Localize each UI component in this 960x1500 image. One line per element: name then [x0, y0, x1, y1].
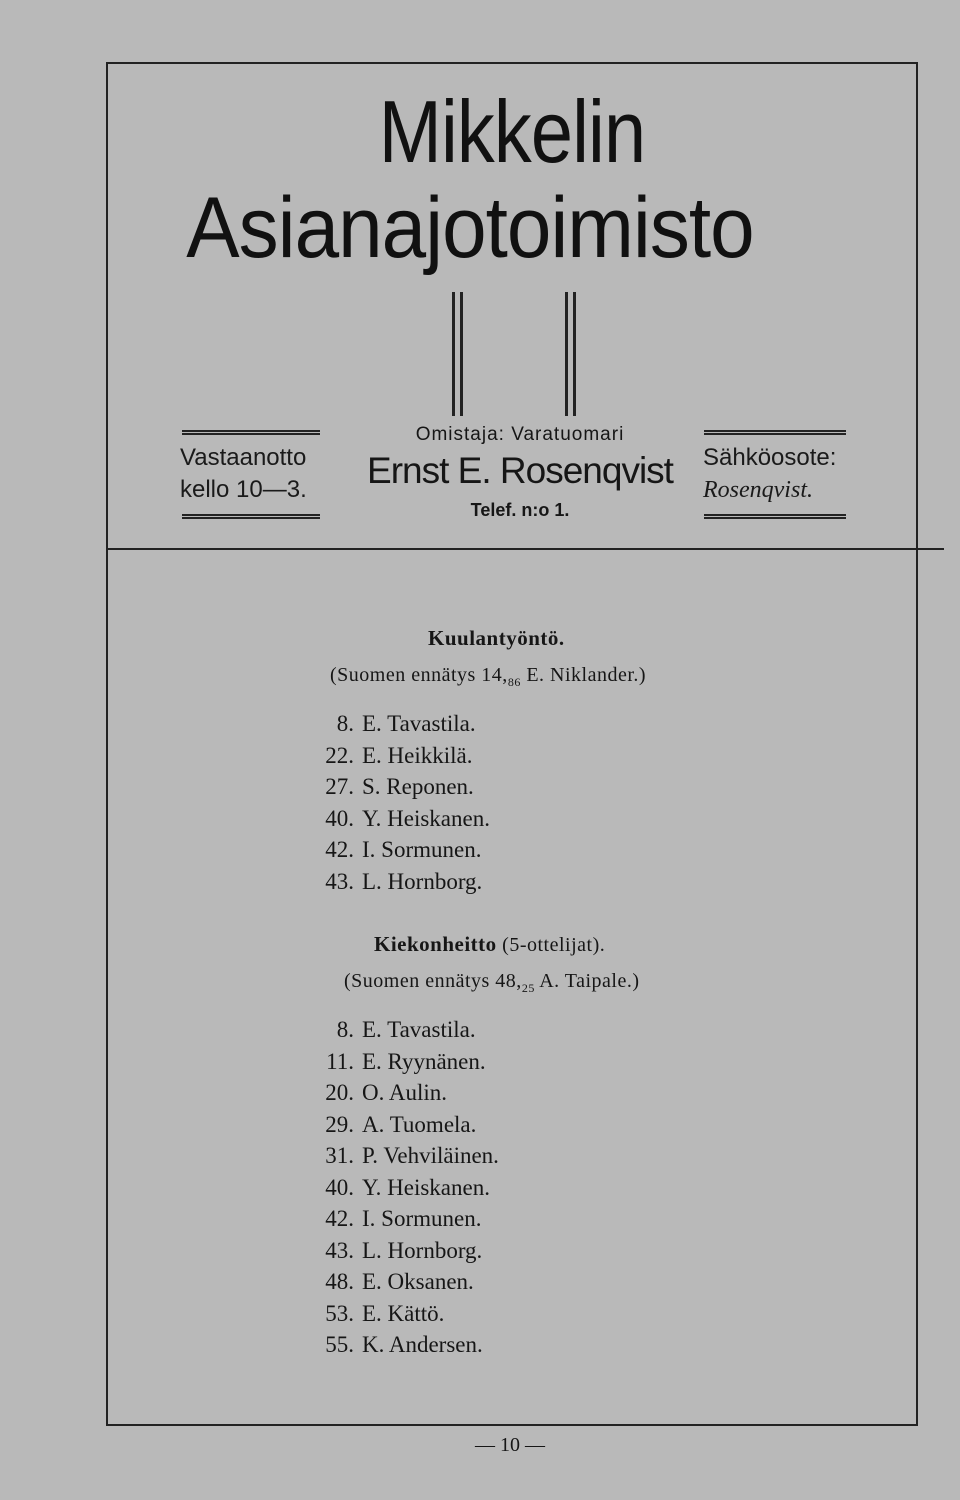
office-hours-box	[180, 442, 307, 506]
owner-label: Omistaja: Varatuomari	[415, 424, 625, 445]
result-row	[300, 803, 490, 835]
result-row	[300, 1109, 499, 1141]
result-number: 42.	[325, 1206, 354, 1231]
decorative-pillar	[573, 292, 576, 416]
result-row	[300, 1046, 499, 1078]
result-row	[300, 1014, 499, 1046]
result-name: E. Oksanen.	[362, 1269, 474, 1294]
discus-record	[344, 970, 640, 996]
phone-number: Telef. n:o 1.	[470, 500, 570, 520]
result-number: 31.	[325, 1143, 354, 1168]
page-frame-right	[916, 550, 918, 1426]
result-row	[300, 1077, 499, 1109]
result-number: 42.	[325, 837, 354, 862]
result-name: I. Sormunen.	[362, 1206, 482, 1231]
result-row	[300, 834, 490, 866]
result-name: Y. Heiskanen.	[362, 805, 490, 831]
office-hours-time: kello 10—3.	[180, 476, 307, 503]
result-number: 20.	[325, 1080, 354, 1105]
result-name: L. Hornborg.	[362, 868, 483, 894]
result-name: E. Kättö.	[362, 1300, 445, 1326]
result-number: 53.	[325, 1300, 354, 1326]
shot-put-record-holder: E. Niklander.)	[520, 664, 647, 686]
owner-name: Ernst E. Rosenqvist	[367, 450, 673, 491]
decorative-pillar	[460, 292, 463, 416]
result-name: K. Andersen.	[362, 1332, 483, 1357]
result-name: E. Ryynänen.	[362, 1048, 486, 1074]
telegram-address-box	[703, 442, 836, 506]
shot-put-results	[300, 708, 490, 897]
telegram-address-label: Sähköosote:	[703, 444, 837, 471]
result-name: A. Tuomela.	[362, 1111, 477, 1137]
discus-heading-note: (5-ottelijat).	[496, 934, 606, 956]
result-number: 22.	[325, 742, 354, 768]
page-bottom-rule	[106, 1424, 918, 1426]
result-row	[300, 1329, 499, 1361]
discus-heading	[374, 932, 605, 957]
result-number: 27.	[325, 774, 354, 799]
result-number: 8.	[336, 1017, 354, 1042]
result-number: 48.	[325, 1269, 354, 1294]
result-row	[300, 1298, 499, 1330]
result-name: L. Hornborg.	[362, 1237, 483, 1263]
result-name: I. Sormunen.	[362, 837, 482, 862]
result-name: P. Vehviläinen.	[362, 1143, 499, 1168]
result-row	[300, 1203, 499, 1235]
result-number: 29.	[325, 1111, 354, 1137]
ad-title-line2: Asianajotoimisto	[186, 180, 754, 276]
advertisement-bottom-rule	[108, 548, 944, 550]
result-number: 40.	[325, 805, 354, 831]
result-row	[300, 1235, 499, 1267]
result-name: E. Heikkilä.	[362, 742, 473, 768]
decorative-pillar	[452, 292, 455, 416]
telegram-address-value: Rosenqvist.	[703, 477, 813, 503]
result-number: 40.	[325, 1174, 354, 1200]
shot-put-record	[330, 664, 646, 690]
result-name: O. Aulin.	[362, 1080, 447, 1105]
decorative-pillar	[565, 292, 568, 416]
shot-put-heading: Kuulantyöntö.	[428, 626, 565, 650]
ad-title-line1: Mikkelin	[378, 82, 646, 181]
result-row	[300, 1172, 499, 1204]
result-name: E. Tavastila.	[362, 711, 476, 736]
discus-record-decimal: 25	[521, 981, 535, 995]
shot-put-record-prefix: (Suomen ennätys 14,	[330, 664, 508, 686]
page-number: — 10 —	[475, 1434, 545, 1456]
discus-record-holder: A. Taipale.)	[534, 970, 640, 992]
result-name: E. Tavastila.	[362, 1017, 476, 1042]
discus-results	[300, 1014, 499, 1361]
result-number: 43.	[325, 868, 354, 894]
result-number: 11.	[326, 1048, 354, 1074]
result-row	[300, 771, 490, 803]
result-number: 43.	[325, 1237, 354, 1263]
result-name: S. Reponen.	[362, 774, 474, 799]
shot-put-record-decimal: 86	[507, 675, 521, 689]
discus-record-prefix: (Suomen ennätys 48,	[344, 970, 522, 992]
result-number: 55.	[325, 1332, 354, 1357]
result-row	[300, 1140, 499, 1172]
double-rule	[182, 514, 320, 519]
discus-heading-title: Kiekonheitto	[374, 932, 497, 956]
double-rule	[182, 430, 320, 435]
result-row	[300, 740, 490, 772]
result-row	[300, 866, 490, 898]
result-name: Y. Heiskanen.	[362, 1174, 490, 1200]
page-frame-left	[106, 550, 108, 1426]
double-rule	[704, 430, 846, 435]
result-row	[300, 708, 490, 740]
double-rule	[704, 514, 846, 519]
office-hours-label: Vastaanotto	[180, 444, 307, 471]
result-number: 8.	[336, 711, 354, 736]
result-row	[300, 1266, 499, 1298]
